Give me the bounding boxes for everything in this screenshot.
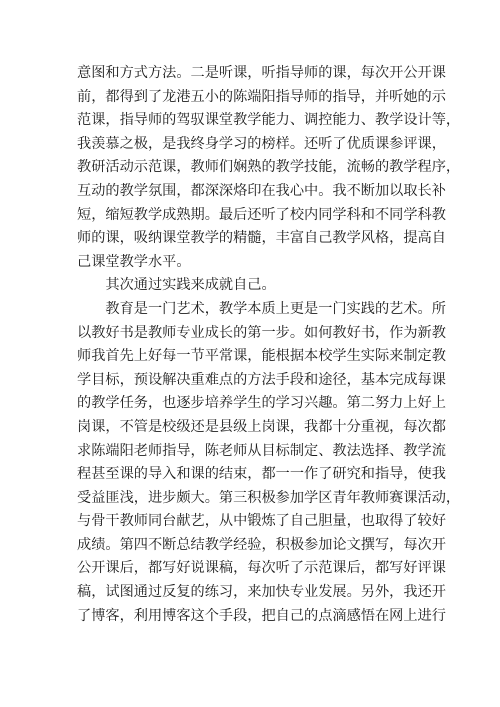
text-line: 我羡慕之极，是我终身学习的榜样。还听了优质课参评课， [77, 135, 446, 152]
text-line: 稿，试图通过反复的练习，来加快专业发展。另外，我还开 [77, 584, 446, 601]
text-line: 了博客，利用博客这个手段，把自己的点滴感悟在网上进行 [77, 607, 446, 624]
text-line: 成绩。第四不断总结教学经验，积极参加论文撰写，每次开 [77, 536, 446, 553]
text-line: 前，都得到了龙港五小的陈端阳指导师的指导，并听她的示 [77, 88, 446, 105]
body-text [77, 62, 461, 628]
text-line: 以教好书是教师专业成长的第一步。如何教好书，作为新教 [77, 324, 446, 341]
text-line: 师的课，吸纳课堂教学的精髓，丰富自己教学风格，提高自 [77, 230, 446, 247]
text-line: 的教学任务，也逐步培养学生的学习兴趣。第二努力上好上 [77, 395, 446, 412]
text-line: 公开课后，都写好说课稿，每次听了示范课后，都写好评课 [77, 560, 446, 577]
text-line: 程甚至课的导入和课的结束，都一一作了研究和指导，使我 [77, 466, 446, 483]
text-line: 受益匪浅，进步颇大。第三积极参加学区青年教师赛课活动， [77, 489, 461, 506]
text-line: 学目标，预设解决重难点的方法手段和途径，基本完成每课 [77, 371, 446, 388]
text-line: 教研活动示范课，教师们娴熟的教学技能，流畅的教学程序， [77, 159, 461, 176]
text-line: 师我首先上好每一节平常课，能根据本校学生实际来制定教 [77, 348, 446, 365]
text-line: 短，缩短教学成熟期。最后还听了校内同学科和不同学科教 [77, 206, 446, 223]
text-line: 意图和方式方法。二是听课，听指导师的课，每次开公开课 [77, 65, 446, 81]
text-line: 其次通过实践来成就自己。 [77, 277, 276, 294]
text-line: 岗课，不管是校级还是县级上岗课，我都十分重视，每次都 [77, 418, 446, 435]
text-line: 求陈端阳老师指导，陈老师从目标制定、教法选择、教学流 [77, 442, 446, 459]
text-line: 己课堂教学水平。 [77, 253, 191, 270]
text-line: 与骨干教师同台献艺，从中锻炼了自己胆量，也取得了较好 [77, 513, 446, 530]
text-line: 范课，指导师的驾驭课堂教学能力、调控能力、教学设计等， [77, 112, 461, 129]
text-line: 教育是一门艺术，教学本质上更是一门实践的艺术。所 [77, 300, 446, 317]
text-line: 互动的教学氛围，都深深烙印在我心中。我不断加以取长补 [77, 182, 446, 199]
